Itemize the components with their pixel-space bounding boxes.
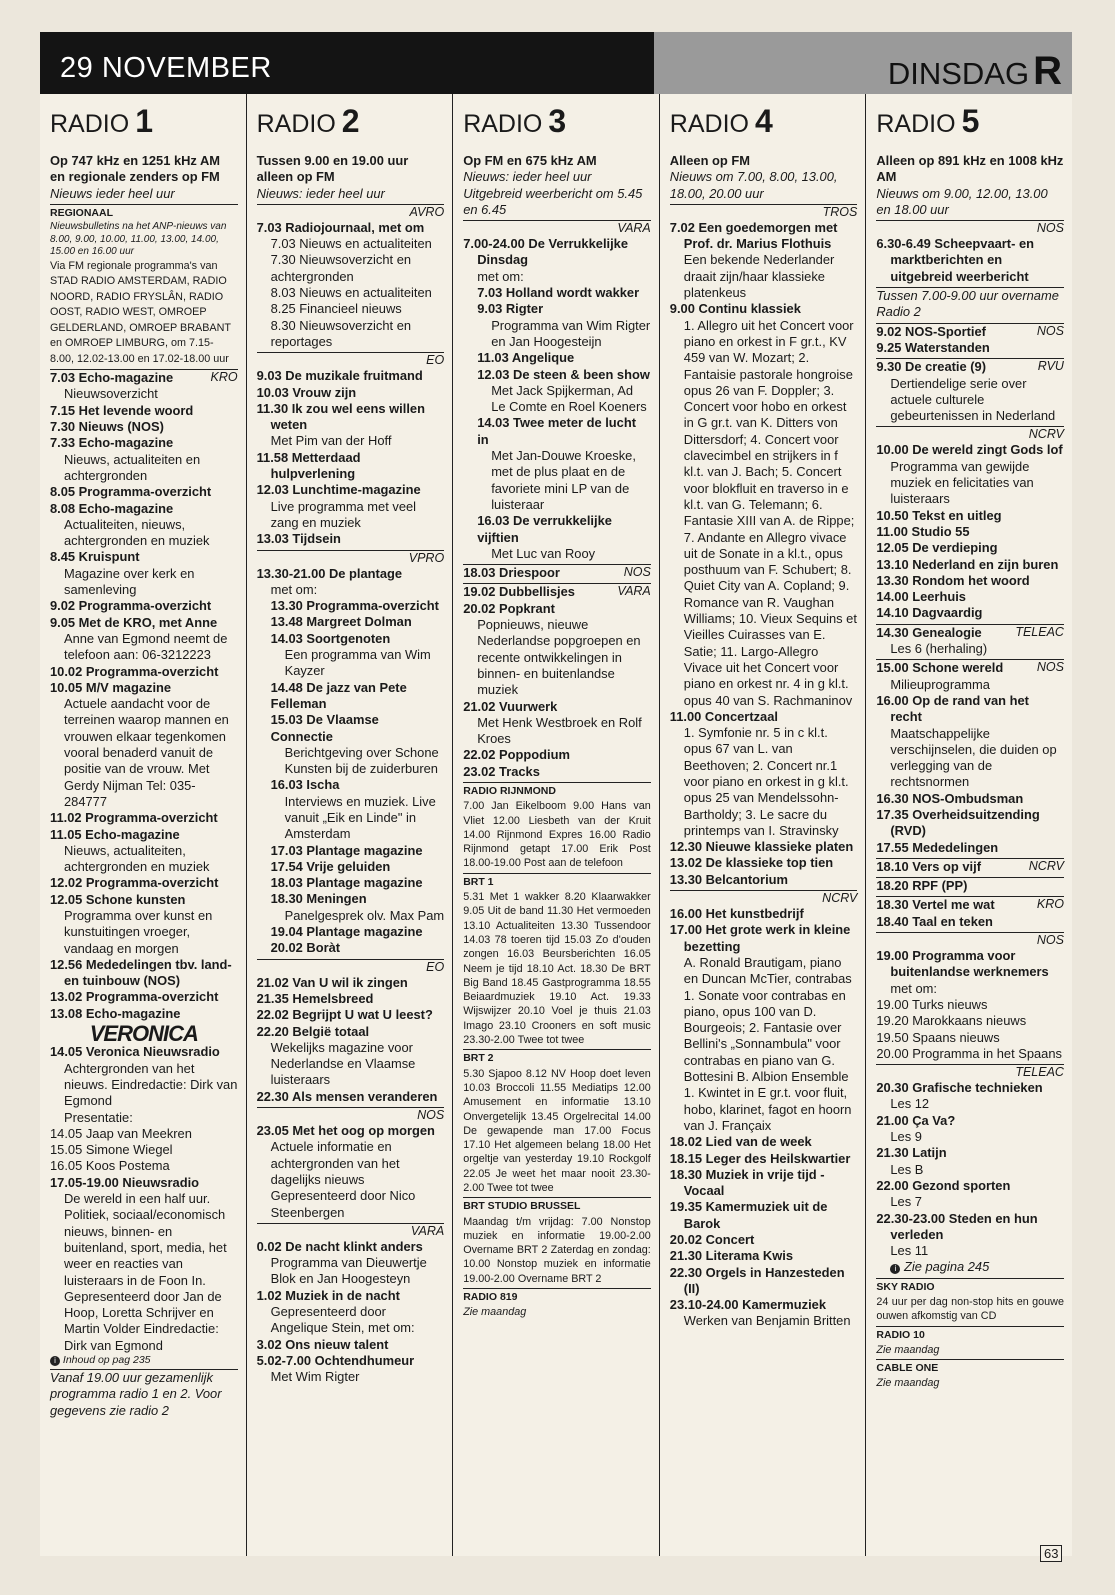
programme: 9.00 Continu klassiek	[669, 301, 801, 317]
programme: 8.08 Echo-magazine	[50, 500, 174, 516]
programme: 18.10 Vers op vijf	[876, 858, 981, 874]
programme: 11.00 Concertzaal	[669, 708, 778, 724]
programme: 17.55 Mededelingen	[876, 839, 999, 855]
radio-3-column	[453, 94, 660, 1556]
sub-item: 7.03 Nieuws en actualiteiten	[270, 236, 432, 252]
programme: 7.30 Nieuws (NOS)	[50, 419, 164, 435]
programme: 11.58 Metterdaad hulpverlening	[256, 449, 361, 482]
broadcaster: NCRV	[1028, 427, 1064, 442]
programme: 23.02 Tracks	[463, 763, 540, 779]
page-header	[40, 32, 1072, 94]
programme: 11.03 Angelique	[477, 350, 575, 366]
programme: 13.30 Rondom het woord	[876, 572, 1030, 588]
programme: 14.10 Dagvaardig	[876, 605, 983, 621]
programme: 5.02-7.00 Ochtendhumeur	[256, 1352, 415, 1368]
programme: 19.04 Plantage magazine	[270, 924, 423, 940]
programme: 1.02 Muziek in de nacht	[256, 1287, 400, 1303]
sub-item: 8.03 Nieuws en actualiteiten	[270, 285, 432, 301]
programme: 9.02 Programma-overzicht	[50, 598, 212, 614]
programme-desc: Met Pim van der Hoff	[270, 433, 392, 449]
broadcaster: NOS	[1036, 933, 1064, 948]
programme-desc: Les B	[890, 1161, 924, 1177]
broadcaster: NOS	[1036, 660, 1064, 675]
page-reference: Zie pagina 245	[903, 1259, 990, 1275]
programme: 12.05 Schone kunsten	[50, 891, 186, 907]
programme: 12.02 Programma-overzicht	[50, 875, 219, 891]
programme: 3.02 Ons nieuw talent	[256, 1336, 389, 1352]
programme-desc: Actuele aandacht voor de terreinen waarop mannen en vrouwen elkaar tegenkomen vooral benaderd vanuit de positie van de vrouw. Met Gerdy Nijman Tel: 035-284777	[64, 696, 229, 809]
programme: 18.03 Driespoor	[463, 565, 560, 581]
programme: 21.30 Latijn	[876, 1145, 947, 1161]
programme: 22.00 Gezond sporten	[876, 1177, 1011, 1193]
station-title: RADIO 3	[463, 103, 567, 139]
frequency-info: Op 747 kHz en 1251 kHz AM en regionale zenders op FM	[50, 153, 221, 185]
programme-desc: Programma van Wim Rigter en Jan Hoogesteijn	[491, 317, 651, 349]
programme: 12.03 Lunchtime-magazine	[256, 482, 421, 498]
programme: 9.02 NOS-Sportief	[876, 323, 986, 339]
broadcaster: TROS	[822, 204, 858, 219]
schedule-text: 7.00 Jan Eikelboom 9.00 Hans van Vliet 12.00 Liesbeth van der Kruit 14.00 Rijnmond Expres 16.00 Radio Rijnmond getapt 17.00 Erik Post 18.00-19.00 Post aan de telefoon	[463, 800, 651, 870]
broadcaster: TELEAC	[1015, 624, 1064, 639]
programme: 0.02 De nacht klinkt anders	[256, 1238, 423, 1254]
schedule-text: Maandag t/m vrijdag: 7.00 Nonstop muziek en informatie 19.00-2.00 Overname BRT 2 Zaterdag en zondag: 10.00 Nonstop muziek en informatie 19.00-2.00 Overname BRT 2	[463, 1215, 651, 1285]
broadcaster: NOS	[417, 1108, 445, 1123]
programme: 13.30-21.00 De plantage	[256, 565, 403, 581]
programme: 10.00 De wereld zingt Gods lof	[876, 442, 1063, 458]
programme: 11.30 Ik zou wel eens willen weten	[256, 400, 425, 433]
schedule-text: Zie maandag	[876, 1343, 940, 1356]
programme: 20.02 Popkrant	[463, 600, 555, 616]
programme: 21.02 Van U wil ik zingen	[256, 974, 408, 990]
programme: 10.05 M/V magazine	[50, 679, 172, 695]
programme-desc: Achtergronden van het nieuws. Eindredactie: Dirk van Egmond	[64, 1060, 238, 1109]
veronica-logo: VERONICA	[89, 1021, 198, 1047]
sub-item: 16.05 Koos Postema	[50, 1158, 170, 1174]
note: Via FM regionale programma's van STAD RADIO AMSTERDAM, RADIO NOORD, RADIO FRYSLÂN, RADIO OOST, RADIO WEST, OMROEP GELDERLAND, OMROEP BRABANT en OMROEP LIMBURG, om 7.15-8.00, 12.02-13.00 en 17.02-18.00 uur	[50, 259, 231, 365]
programme: 7.03 Radiojournaal, met om	[256, 219, 425, 235]
schedule-text: 5.31 Met 1 wakker 8.20 Klaarwakker 9.05 Uit de band 11.30 Het vermoeden 13.10 Actualiteiten 13.30 Tussendoor 14.03 78 toeren tijd 15.03 Zo d'ouden zongen 16.03 Beursberichten 16.05 Neem je tijd 18.10 Act. 18.30 De BRT Big Band 18.45 Gastprogramma 18.55 Beiaardmuziek 19.10 Act. 19.33 Wijswijzer 20.10 Voel je thuis 21.03 Imago 23.10 Crooners en soft music 23.30-2.00 Twee tot twee	[463, 891, 651, 1047]
programme-desc: Nieuwsoverzicht	[64, 386, 158, 402]
schedule-text: Zie maandag	[876, 1377, 940, 1390]
news-info: Nieuws ieder heel uur	[50, 185, 175, 201]
programme: 18.40 Taal en teken	[876, 913, 993, 929]
page-reference: Inhoud op pag 235	[62, 1354, 151, 1366]
programme: 13.48 Margreet Dolman	[270, 614, 412, 630]
programme-desc: Les 7	[890, 1194, 922, 1210]
day-label: DINSDAG R	[654, 32, 1072, 94]
programme-desc: Actualiteiten, nieuws, achtergronden en muziek	[64, 516, 210, 549]
programme-desc: Les 6 (herhaling)	[890, 641, 988, 657]
broadcaster: EO	[426, 959, 445, 974]
programme: 20.02 Boràt	[270, 940, 341, 956]
radio-1-column	[40, 94, 247, 1556]
programme-desc: Nieuws, actualiteiten, achtergronden en muziek	[64, 842, 210, 875]
programme-desc: Een programma van Wim Kayzer	[284, 647, 431, 679]
programme-desc: Werken van Benjamin Britten	[683, 1313, 851, 1329]
programme: 9.03 De muzikale fruitmand	[256, 368, 423, 384]
programme: 13.30 Programma-overzicht	[270, 598, 439, 614]
programme-desc: Magazine over kerk en samenleving	[64, 565, 195, 598]
broadcaster: NOS	[1036, 221, 1064, 236]
programme: 8.45 Kruispunt	[50, 549, 140, 565]
programme: 12.56 Mededelingen tbv. land- en tuinbouw (NOS)	[50, 956, 232, 989]
programme-desc: Wekelijks magazine voor Nederlandse en Vlaamse luisteraars	[270, 1039, 416, 1088]
programme: 13.03 Tijdsein	[256, 531, 341, 547]
programme: 17.35 Overheidsuitzending (RVD)	[876, 806, 1040, 839]
programme: 22.02 Poppodium	[463, 747, 570, 763]
programme: 14.00 Leerhuis	[876, 589, 966, 605]
broadcaster: VARA	[617, 584, 651, 599]
programme: 18.30 Vertel me wat	[876, 897, 995, 913]
programme-desc: Programma van Dieuwertje Blok en Jan Hoogesteyn	[270, 1255, 427, 1287]
programme: 9.05 Met de KRO, met Anne	[50, 614, 218, 630]
programme: 13.02 Programma-overzicht	[50, 989, 219, 1005]
programme-desc: Nieuws, actualiteiten en achtergronden	[64, 451, 201, 483]
news-info: Nieuws om 9.00, 12.00, 13.00 en 18.00 uur	[876, 185, 1048, 217]
schedule-text: 5.30 Sjapoo 8.12 NV Hoop doet leven 10.03 Broccoli 11.55 Mediatips 12.00 Amusement en informatie 13.10 Onvergetelijk 13.45 Orgelrecital 14.00 De gewapende man 17.00 Focus 17.10 Het algemeen belang 18.00 Het orgeltje van yesterday 19.10 Rockgolf 22.05 Je weet het maar nooit 23.30-2.00 Twee tot twee	[463, 1067, 651, 1194]
programme-desc: met om:	[270, 581, 318, 597]
programme-desc: Les 11	[890, 1243, 929, 1259]
programme: 11.05 Echo-magazine	[50, 826, 180, 842]
programme: 22.20 België totaal	[256, 1023, 370, 1039]
programme: 18.30 Muziek in vrije tijd - Vocaal	[669, 1166, 825, 1199]
programme: 16.30 NOS-Ombudsman	[876, 790, 1024, 806]
programme: 6.30-6.49 Scheepvaart- en marktberichten en uitgebreid weerbericht	[876, 236, 1035, 284]
broadcaster: NCRV	[1028, 858, 1064, 873]
programme-desc: Interviews en muziek. Live vanuit „Eik en Linde" in Amsterdam	[284, 793, 436, 842]
sub-item: 15.05 Simone Wiegel	[50, 1142, 173, 1158]
listing-page	[40, 32, 1072, 1556]
programme-desc: Presentatie:	[64, 1109, 133, 1125]
programme: 11.02 Programma-overzicht	[50, 810, 218, 826]
section-heading: SKY RADIO	[876, 1280, 935, 1293]
programme: 16.00 Op de rand van het recht	[876, 692, 1029, 725]
programme: 18.02 Lied van de week	[669, 1134, 812, 1150]
sub-item: 7.30 Nieuwsoverzicht en achtergronden	[270, 252, 412, 284]
programme: 7.00-24.00 De Verrukkelijke Dinsdag	[463, 236, 629, 268]
section-heading: CABLE ONE	[876, 1362, 939, 1375]
programme-desc: Met Jan-Douwe Kroeske, met de plus plaat en de favoriete mini LP van de luisteraar	[491, 448, 636, 512]
programme-desc: Milieuprogramma	[890, 676, 990, 692]
date-label: 29 NOVEMBER	[40, 32, 654, 94]
footer-note: Vanaf 19.00 uur gezamenlijk programma radio 1 en 2. Voor gegevens zie radio 2	[50, 1370, 222, 1418]
programme: 12.03 De steen & been show	[477, 366, 650, 382]
programme: 14.03 Soortgenoten	[270, 630, 391, 646]
radio-5-column	[866, 94, 1072, 1556]
station-columns	[40, 94, 1072, 1556]
programme: 7.03 Holland wordt wakker	[477, 285, 640, 301]
programme-desc: Dertiendelige serie over actuele culturele gebeurtenissen in Nederland	[890, 375, 1056, 424]
programme: 11.00 Studio 55	[876, 523, 970, 539]
programme-desc: Les 9	[890, 1129, 922, 1145]
programme-desc: De wereld in een half uur. Politiek, sociaal/economisch nieuws, binnen- en buitenland, sport, media, het weer en reacties van luisteraars in de Foon In. Gepresenteerd door Jan de Hoop, Loretta Schrijver en Martin Volder Eindredactie: Dirk van Egmond	[64, 1191, 227, 1353]
broadcaster: AVRO	[409, 204, 445, 219]
programme: 13.02 De klassieke top tien	[669, 855, 834, 871]
broadcaster: TELEAC	[1015, 1065, 1064, 1080]
programme: 9.25 Waterstanden	[876, 339, 990, 355]
programme: 18.30 Meningen	[270, 891, 367, 907]
section-heading: BRT 1	[463, 875, 494, 888]
programme: 14.05 Veronica Nieuwsradio	[50, 1044, 220, 1060]
programme: 7.33 Echo-magazine	[50, 435, 174, 451]
programme-desc: A. Ronald Brautigam, piano en Duncan McTier, contrabas 1. Sonate voor contrabas en piano, opus 100 van D. Bourgeois; 2. Fantasie over Bellini's „Sonnambula" voor contrabas en piano van G. Bottesini B. Albion Ensemble 1. Kwintet in E gr.t. voor fluit, hobo, klarinet, fagot en hoorn van J. Françaix	[683, 954, 852, 1133]
programme: 17.00 Het grote werk in kleine bezetting	[669, 922, 851, 954]
programme-desc: Met Jack Spijkerman, Ad Le Comte en Roel Koeners	[491, 382, 647, 415]
programme: 7.03 Echo-magazine	[50, 370, 174, 386]
programme-desc: Gepresenteerd door Angelique Stein, met om:	[270, 1304, 415, 1336]
programme: 16.03 De verrukkelijke vijftien	[477, 513, 612, 545]
programme: 17.05-19.00 Nieuwsradio	[50, 1174, 200, 1190]
sub-item: 14.05 Jaap van Meekren	[50, 1125, 192, 1141]
programme: 17.03 Plantage magazine	[270, 842, 423, 858]
programme: 12.30 Nieuwe klassieke platen	[669, 839, 854, 855]
programme: 13.30 Belcantorium	[669, 871, 788, 887]
radio-4-column	[660, 94, 867, 1556]
broadcaster: VPRO	[408, 550, 445, 565]
broadcaster: NOS	[623, 565, 651, 580]
news-info: Nieuws: ieder heel uur Uitgebreid weerbericht om 5.45 en 6.45	[463, 169, 643, 217]
section-heading: BRT STUDIO BRUSSEL	[463, 1200, 581, 1213]
programme-desc: Met Henk Westbroek en Rolf Kroes	[477, 714, 642, 747]
note: Nieuwsbulletins na het ANP-nieuws van 8.00, 9.00, 10.00, 11.00, 13.00, 14.00, 15.00 en 16.00 uur	[50, 221, 227, 258]
programme: 23.10-24.00 Kamermuziek	[669, 1297, 826, 1313]
sub-item: 8.25 Financieel nieuws	[270, 301, 402, 317]
info-icon: i	[50, 1356, 60, 1366]
radio-2-column	[247, 94, 454, 1556]
section-heading: RADIO 819	[463, 1291, 518, 1304]
frequency-info: Op FM en 675 kHz AM	[463, 153, 597, 168]
section-heading: RADIO 10	[876, 1328, 925, 1341]
programme-desc: Een bekende Nederlander draait zijn/haar klassieke platenkeus	[683, 252, 835, 301]
programme: 20.30 Grafische technieken	[876, 1080, 1043, 1096]
programme: 20.02 Concert	[669, 1232, 755, 1247]
broadcaster: VARA	[617, 221, 651, 236]
section-heading: RADIO RIJNMOND	[463, 784, 556, 797]
programme-desc: Met Wim Rigter	[270, 1369, 360, 1385]
programme: 15.03 De Vlaamse Connectie	[270, 712, 379, 744]
section-heading: BRT 2	[463, 1052, 494, 1065]
sub-item: 20.00 Programma in het Spaans	[876, 1045, 1062, 1061]
programme-desc: Maatschappelijke verschijnselen, die duiden op verlegging van de rechtsnormen	[890, 725, 1057, 790]
programme: 14.03 Twee meter de lucht in	[477, 415, 636, 447]
section-heading: REGIONAAL	[50, 206, 113, 219]
programme: 13.08 Echo-magazine	[50, 1005, 181, 1021]
frequency-info: Alleen op FM	[669, 153, 750, 168]
info-icon: i	[890, 1264, 900, 1274]
sub-item: 19.20 Marokkaans nieuws	[876, 1013, 1027, 1029]
programme-desc: Popnieuws, nieuwe Nederlandse popgroepen en recente ontwikkelingen in binnen- en buitenlandse muziek	[477, 617, 641, 698]
programme: 21.30 Literama Kwis	[669, 1248, 794, 1264]
page-number: 63	[1040, 1545, 1062, 1562]
programme: 7.15 Het levende woord	[50, 402, 194, 418]
programme: 8.05 Programma-overzicht	[50, 484, 212, 500]
programme: 10.02 Programma-overzicht	[50, 663, 219, 679]
programme-desc: Met Luc van Rooy	[491, 545, 596, 561]
programme: 14.48 De jazz van Pete Felleman	[270, 679, 407, 711]
programme-desc: Les 12	[890, 1096, 930, 1112]
programme-desc: Actuele informatie en achtergronden van het dagelijks nieuws Gepresenteerd door Nico Steenbergen	[270, 1139, 416, 1220]
broadcaster: KRO	[1036, 897, 1064, 912]
schedule-text: Zie maandag	[463, 1306, 527, 1319]
programme: 21.35 Hemelsbreed	[256, 990, 374, 1006]
programme-desc: Anne van Egmond neemt de telefoon aan: 06-3212223	[64, 630, 228, 663]
programme: 9.30 De creatie (9)	[876, 359, 987, 375]
programme: 18.15 Leger des Heilskwartier	[669, 1150, 851, 1166]
programme: 15.00 Schone wereld	[876, 660, 1004, 676]
programme-desc: Panelgesprek olv. Max Pam	[284, 907, 445, 923]
programme-desc: 1. Allegro uit het Concert voor piano en orkest in F gr.t., KV 459 van W. Mozart; 2. Fantaisie pastorale hongroise opus 26 van F. Doppler; 3. Concert voor hobo en orkest in G gr.t. van K. Ditters von Dittersdorf; 4. Concert voor clavecimbel en strijkers in f kl.t. van J. Bach; 5. Concert voor blokfluit en traverso in e kl.t. van G. Telemann; 6. Fantasie XIII van A. de Rippe; 7. Andante en Allegro vivace uit de Sonate in a kl.t., opus posthuum van F. Schubert; 8. Quiet City van A. Copland; 9. Romance van R. Vaughan Williams; 10. Vieux Sequins et Vieilles Cuirasses van E. Satie; 11. Largo-Allegro Vivace uit het Concert voor piano en orkest nr. 4 in g kl.t. opus 40 van S. Rachmaninov	[683, 317, 857, 708]
programme-desc: met om:	[890, 980, 937, 996]
programme: 16.03 Ischa	[270, 777, 340, 793]
station-title: RADIO 1	[50, 103, 153, 139]
news-info: Nieuws: ieder heel uur	[256, 185, 385, 201]
programme-desc: Berichtgeving over Schone Kunsten bij de zuiderburen	[284, 744, 439, 777]
broadcaster: KRO	[210, 370, 238, 385]
schedule-text: 24 uur per dag non-stop hits en gouwe ouwen afkomstig van CD	[876, 1296, 1064, 1323]
programme: 19.35 Kamermuziek uit de Barok	[669, 1199, 828, 1231]
news-info: Nieuws om 7.00, 8.00, 13.00, 18.00, 20.00 uur	[669, 169, 838, 201]
programme: 23.05 Met het oog op morgen	[256, 1123, 435, 1139]
sub-item: 19.00 Turks nieuws	[876, 996, 988, 1012]
programme: 22.30 Als mensen veranderen	[256, 1088, 438, 1104]
sub-item: 8.30 Nieuwsoverzicht en reportages	[270, 317, 412, 349]
radio-letter-logo: R	[1033, 49, 1062, 93]
programme-desc: Programma over kunst en kunstuitingen vroeger, vandaag en morgen	[64, 907, 213, 956]
station-title: RADIO 5	[876, 103, 980, 139]
programme: 21.02 Vuurwerk	[463, 698, 558, 714]
programme: 22.02 Begrijpt U wat U leest?	[256, 1007, 433, 1023]
broadcaster: VARA	[410, 1223, 445, 1238]
programme: 17.54 Vrije geluiden	[270, 858, 391, 874]
frequency-info: Tussen 9.00 en 19.00 uur alleen op FM	[256, 153, 409, 185]
programme-desc: Live programma met veel zang en muziek	[270, 498, 417, 530]
programme: 22.30 Orgels in Hanzesteden (II)	[669, 1264, 845, 1296]
programme: 10.03 Vrouw zijn	[256, 384, 357, 400]
station-title: RADIO 4	[669, 103, 773, 139]
programme-desc: Programma van gewijde muziek en felicitaties van luisteraars	[890, 458, 1034, 507]
sub-item: 19.50 Spaans nieuws	[876, 1029, 1000, 1045]
programme: 13.10 Nederland en zijn buren	[876, 556, 1059, 572]
programme: 18.03 Plantage magazine	[270, 875, 423, 891]
programme: 12.05 De verdieping	[876, 540, 998, 556]
programme: 19.02 Dubbellisjes	[463, 584, 575, 600]
frequency-info: Alleen op 891 kHz en 1008 kHz AM	[876, 153, 1064, 185]
programme: 22.30-23.00 Steden en hun verleden	[876, 1210, 1038, 1242]
programme-desc: 1. Symfonie nr. 5 in c kl.t. opus 67 van L. van Beethoven; 2. Concert nr.1 voor piano en orkest in g kl.t. opus 25 van Mendelssohn-Bartholdy; 3. Le sacre du printemps van I. Stravinsky	[683, 725, 849, 838]
programme: 19.00 Programma voor buitenlandse werknemers	[876, 948, 1049, 980]
broadcaster: RVU	[1037, 359, 1064, 374]
programme-desc: met om:	[477, 268, 524, 284]
programme: 9.03 Rigter	[477, 301, 544, 317]
programme: 16.00 Het kunstbedrijf	[669, 906, 804, 922]
programme: 21.00 Ça Va?	[876, 1112, 956, 1128]
broadcaster: NOS	[1036, 323, 1064, 338]
station-title: RADIO 2	[256, 103, 360, 139]
programme: 18.20 RPF (PP)	[876, 878, 968, 894]
programme: 10.50 Tekst en uitleg	[876, 507, 1002, 523]
broadcaster: EO	[426, 353, 445, 368]
programme: 7.02 Een goedemorgen met Prof. dr. Marius Flothuis	[669, 219, 838, 252]
programme: 14.30 Genealogie	[876, 624, 982, 640]
programme-desc: Tussen 7.00-9.00 uur overname Radio 2	[876, 288, 1059, 320]
broadcaster: NCRV	[822, 891, 858, 906]
